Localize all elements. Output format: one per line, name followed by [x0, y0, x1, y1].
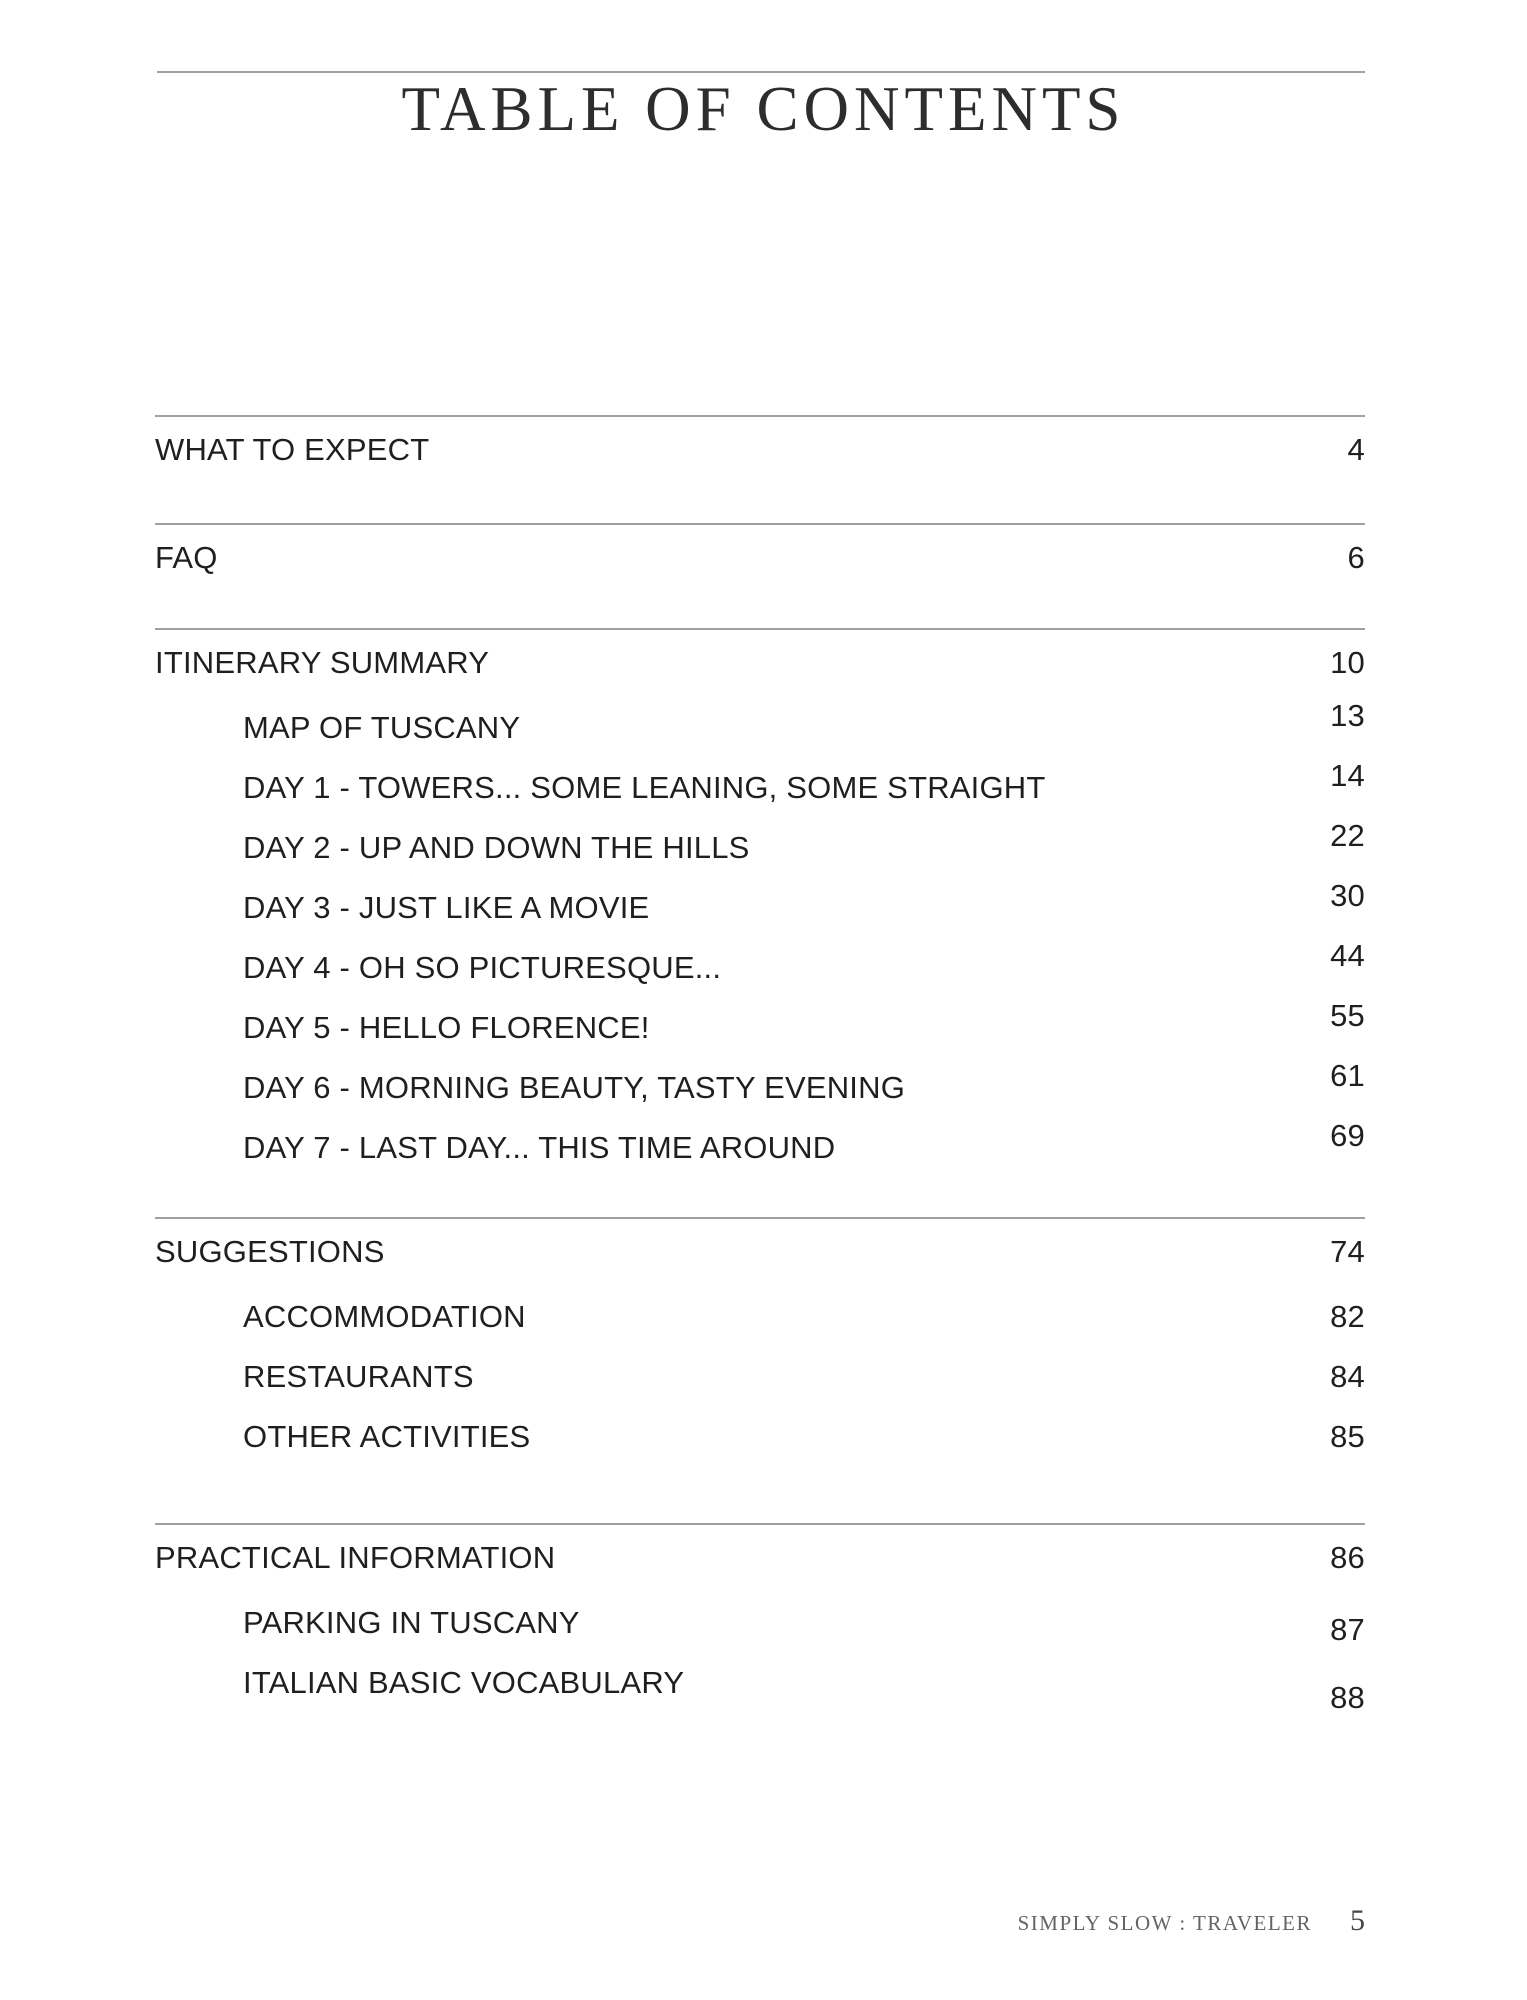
toc-item-page-number: 82	[1330, 1299, 1365, 1334]
page-title: TABLE OF CONTENTS	[401, 74, 1126, 144]
toc-item-label: DAY 1 - TOWERS... SOME LEANING, SOME STRAIGHT	[243, 770, 1046, 805]
toc-item-page-number: 30	[1330, 878, 1365, 913]
toc-item-page-number: 14	[1330, 758, 1365, 793]
toc-heading-page-number: 4	[1347, 432, 1365, 467]
toc-item-row	[155, 938, 1365, 987]
toc-item-page-number: 84	[1330, 1359, 1365, 1394]
toc-heading-row	[155, 1539, 1365, 1577]
toc-heading-page-number: 6	[1347, 540, 1365, 575]
toc-item-label: MAP OF TUSCANY	[243, 710, 521, 745]
toc-heading-row	[155, 1233, 1365, 1271]
toc-item-label: OTHER ACTIVITIES	[243, 1419, 531, 1454]
toc-item-page-number: 87	[1330, 1612, 1365, 1647]
toc-item-page-number: 85	[1330, 1419, 1365, 1454]
toc-item-label: PARKING IN TUSCANY	[243, 1605, 580, 1640]
toc-item-label: DAY 2 - UP AND DOWN THE HILLS	[243, 830, 750, 865]
toc-item-label: DAY 3 - JUST LIKE A MOVIE	[243, 890, 650, 925]
toc-heading-label: ITINERARY SUMMARY	[155, 645, 490, 680]
toc-heading-label: WHAT TO EXPECT	[155, 432, 430, 467]
toc-item-label: RESTAURANTS	[243, 1359, 474, 1394]
toc-item-page-number: 22	[1330, 818, 1365, 853]
toc-item-label: DAY 4 - OH SO PICTURESQUE...	[243, 950, 722, 985]
toc-group	[155, 1217, 1365, 1456]
section-divider	[155, 415, 1365, 417]
toc-item-row	[155, 998, 1365, 1047]
toc-heading-label: PRACTICAL INFORMATION	[155, 1540, 556, 1575]
toc-heading-row	[155, 539, 1365, 577]
toc-heading-row	[155, 431, 1365, 469]
section-divider	[155, 628, 1365, 630]
toc-item-label: ACCOMMODATION	[243, 1299, 526, 1334]
section-divider	[155, 1523, 1365, 1525]
toc-item-label: DAY 7 - LAST DAY... THIS TIME AROUND	[243, 1130, 836, 1165]
toc-item-row	[155, 1118, 1365, 1167]
toc-item-row	[155, 1418, 1365, 1456]
toc-item-row	[155, 1358, 1365, 1396]
footer-page-number: 5	[1350, 1904, 1365, 1937]
toc-item-row	[155, 758, 1365, 807]
toc-item-row	[155, 1664, 1365, 1715]
toc-group	[155, 628, 1365, 1167]
toc-heading-label: FAQ	[155, 540, 218, 575]
footer-brand: SIMPLY SLOW : TRAVELER	[1017, 1911, 1312, 1935]
page-footer	[1018, 1904, 1365, 1938]
toc-group	[155, 415, 1365, 469]
toc-item-row	[155, 1298, 1365, 1336]
toc-heading-row	[155, 644, 1365, 682]
section-divider	[155, 523, 1365, 525]
toc-item-row	[155, 878, 1365, 927]
toc-heading-page-number: 74	[1330, 1234, 1365, 1269]
toc-item-page-number: 88	[1330, 1680, 1365, 1715]
toc-item-label: DAY 6 - MORNING BEAUTY, TASTY EVENING	[243, 1070, 906, 1105]
toc-item-row	[155, 1604, 1365, 1647]
toc-item-page-number: 61	[1330, 1058, 1365, 1093]
toc-heading-label: SUGGESTIONS	[155, 1234, 385, 1269]
toc-item-page-number: 69	[1330, 1118, 1365, 1153]
toc-item-page-number: 44	[1330, 938, 1365, 973]
toc-item-row	[155, 698, 1365, 747]
toc-item-row	[155, 818, 1365, 867]
toc-group	[155, 1523, 1365, 1715]
section-divider	[155, 1217, 1365, 1219]
toc-item-page-number: 13	[1330, 698, 1365, 733]
toc-heading-page-number: 10	[1330, 645, 1365, 680]
toc-item-page-number: 55	[1330, 998, 1365, 1033]
toc-heading-page-number: 86	[1330, 1540, 1365, 1575]
table-of-contents	[155, 0, 1365, 2000]
toc-item-label: DAY 5 - HELLO FLORENCE!	[243, 1010, 650, 1045]
toc-item-row	[155, 1058, 1365, 1107]
toc-group	[155, 523, 1365, 577]
toc-item-label: ITALIAN BASIC VOCABULARY	[243, 1665, 685, 1700]
